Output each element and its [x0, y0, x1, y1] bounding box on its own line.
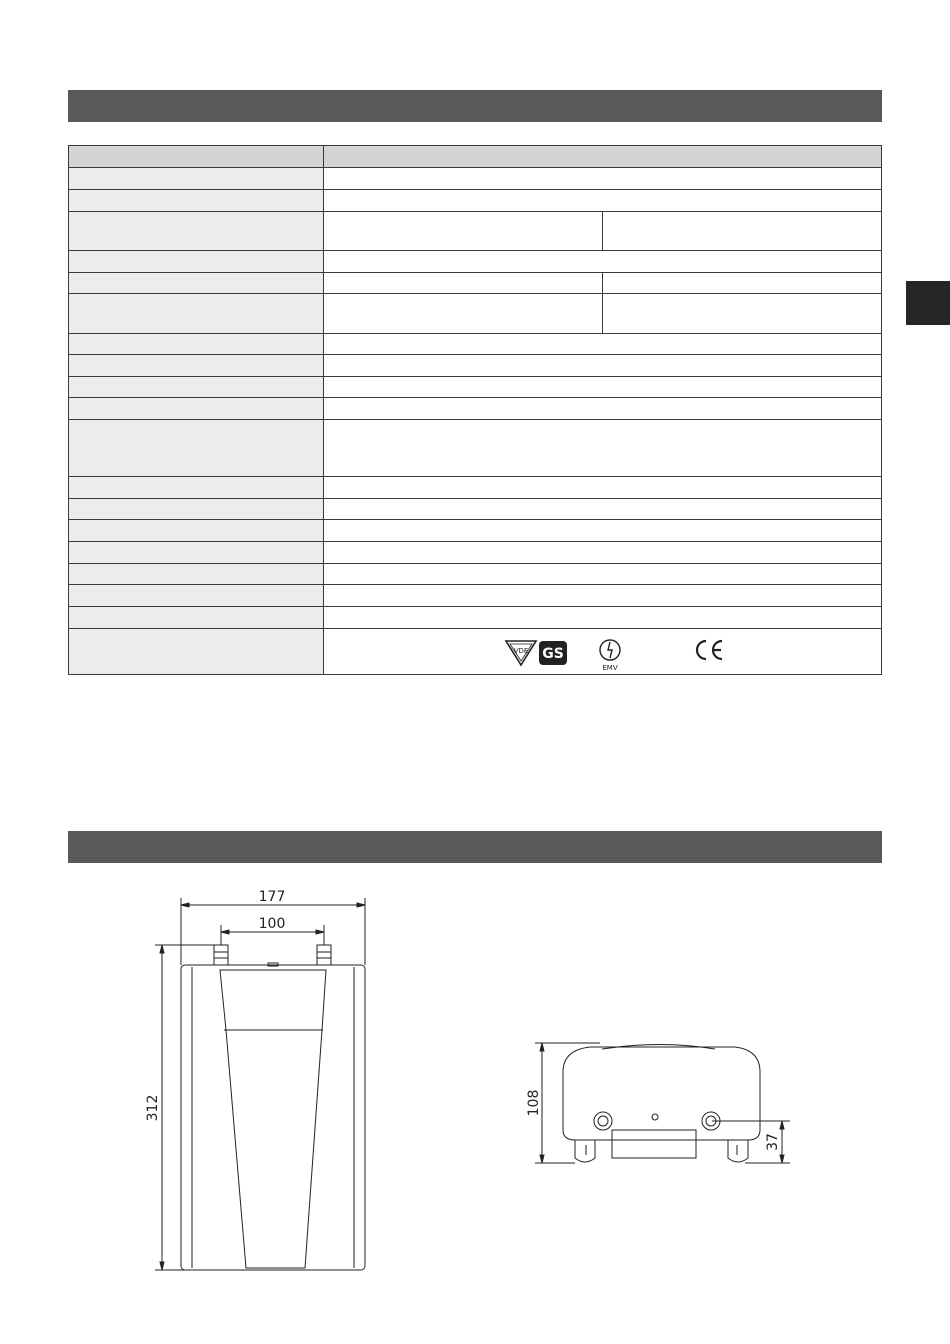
front-view-drawing — [155, 898, 365, 1270]
svg-text:EMV: EMV — [602, 663, 618, 672]
svg-text:GS: GS — [542, 645, 564, 662]
dim-connection-height: 37 — [765, 1133, 781, 1151]
dim-depth: 108 — [526, 1089, 542, 1117]
bottom-view-drawing — [535, 1043, 790, 1163]
dim-width-connections: 100 — [258, 916, 286, 932]
dim-width-total: 177 — [258, 889, 286, 905]
dim-height-total: 312 — [145, 1094, 161, 1122]
svg-text:VDE: VDE — [513, 646, 529, 655]
